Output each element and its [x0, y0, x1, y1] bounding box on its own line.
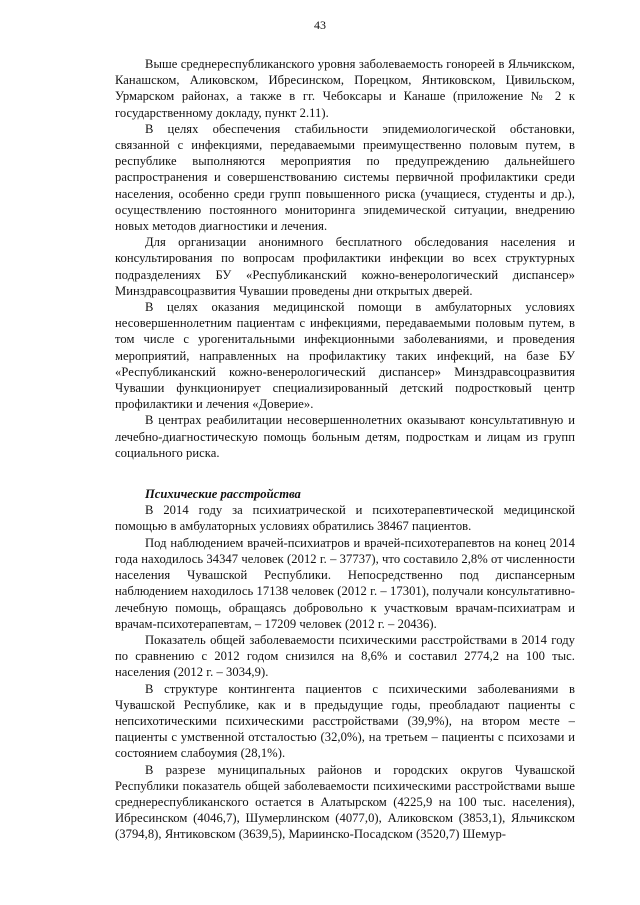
page-body: [115, 56, 575, 843]
paragraph-structure: В структуре контингента пациентов с психическими заболеваниями в Чувашской Республике, как и в предыдущие годы, преобладают пациенты с непсихотическими психическими расстройствами (39,9%), на втором месте – пациенты с умственной отсталостью (32,0%), на третьем – пациенты с психозами и состоянием слабоумия (28,1%).: [115, 681, 575, 761]
page-number: 43: [314, 18, 326, 32]
paragraph-morbidity-rate: Показатель общей заболеваемости психическими расстройствами в 2014 году по сравнению с 2012 годом снизился на 8,6% и составил 2774,2 на 100 тыс. населения (2012 г. – 3034,9).: [115, 632, 575, 680]
paragraph-youth-center: В целях оказания медицинской помощи в амбулаторных условиях несовершеннолетним пациентам с инфекциями, передаваемыми половым путем, в том числе с урогенитальными инфекционными заболеваниями, и проведения мероприятий, направленных на профилактику таких инфекций, на базе БУ «Республиканский кожно-венерологический диспансер» Минздравсоцразвития Чувашии функционирует специализированный детский подростковый центр профилактики и лечения «Доверие».: [115, 300, 575, 412]
paragraph-rehabilitation-centers: В центрах реабилитации несовершеннолетних оказывают консультативную и лечебно-диагностическую помощь больным детям, подросткам и лицам из групп социального риска.: [115, 413, 575, 460]
paragraph-patients-2014: В 2014 году за психиатрической и психотерапевтической медицинской помощью в амбулаторных условиях обратились 38467 пациентов.: [115, 503, 575, 534]
paragraph-anonymous-examination: Для организации анонимного бесплатного обследования населения и консультирования по вопросам профилактики инфекции во всех структурных подразделениях БУ «Республиканский кожно-венерологический диспансер» Минздравсоцразвития Чувашии проведены дни открытых дверей.: [115, 235, 575, 298]
section-spacer: [115, 461, 575, 486]
paragraph-districts: В разрезе муниципальных районов и городских округов Чувашской Республики показатель общей заболеваемости психическими расстройствами выше среднереспубликанского остается в Алатырском (4225,9 на 100 тыс. населения), Ибресинском (4046,7), Шумерлинском (4077,0), Аликовском (3853,1), Яльчикском (3794,8), Янтиковском (3639,5), Мариинско-Посадском (3520,7) Шемур-: [115, 762, 575, 842]
paragraph-observation: Под наблюдением врачей-психиатров и врачей-психотерапевтов на конец 2014 года находилось 34347 человек (2012 г. – 37737), что составило 2,8% от численности населения Чувашской Республики. Непосредственно под диспансерным наблюдением находилось 17138 человек (2012 г. – 17301), получали консультативно-лечебную помощь, обращаясь добровольно к участковым врачам-психиатрам и врачам-психотерапевтам, – 17209 человек (2012 г. – 20436).: [115, 535, 575, 631]
paragraph-epidemiology-measures: В целях обеспечения стабильности эпидемиологической обстановки, связанной с инфекциями, передаваемыми преимущественно половым путем, в республике выполняются мероприятия по предупреждению дальнейшего распространения и совершенствованию системы первичной профилактики среди населения, особенно среди групп повышенного риска (учащиеся, студенты и др.), осуществлению постоянного мониторинга эпидемической ситуации, внедрению новых методов диагностики и лечения.: [115, 121, 575, 234]
paragraph-gonorrhea-regions: Выше среднереспубликанского уровня заболеваемость гонореей в Яльчикском, Канашском, Аликовском, Ибресинском, Порецком, Янтиковском, Цивильском, Урмарском районах, а также в гг. Чебоксары и Канаше (приложение № 2 к государственному докладу, пункт 2.11).: [115, 57, 575, 120]
section-heading: Психические расстройства: [145, 487, 301, 502]
